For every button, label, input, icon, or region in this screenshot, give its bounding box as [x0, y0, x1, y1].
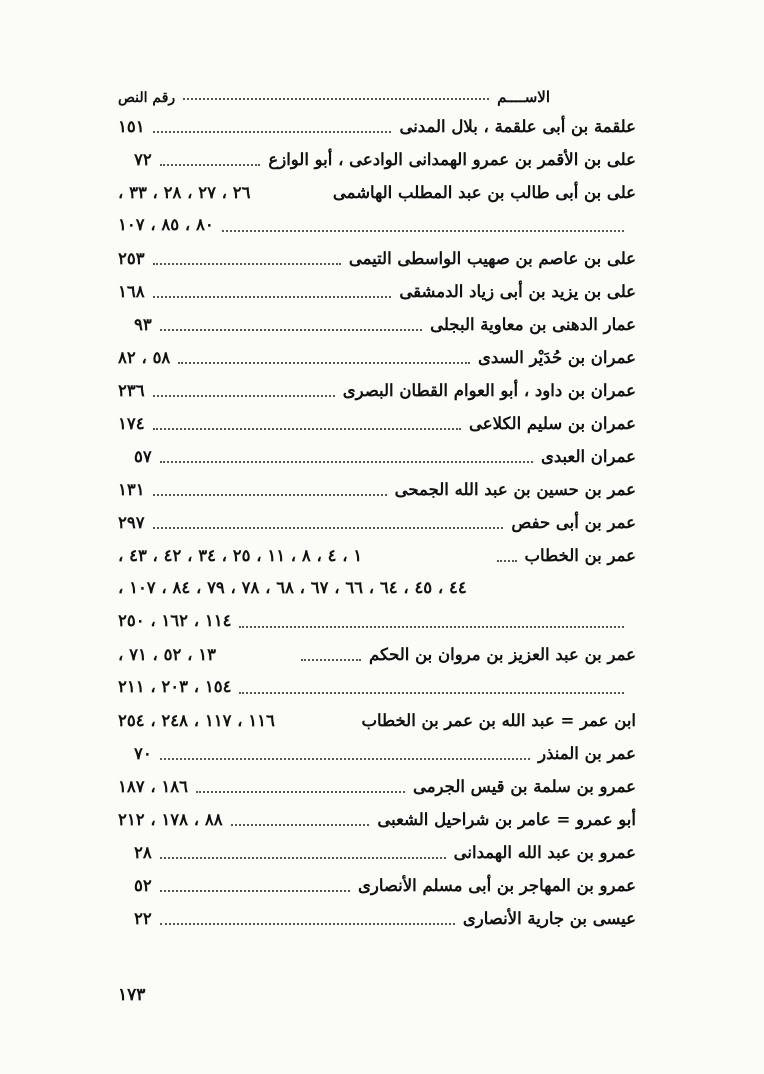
- index-entry: [118, 469, 636, 502]
- index-entry: [118, 502, 636, 535]
- index-entry: [118, 271, 636, 304]
- entry-text-numbers: ٨٠ ، ٨٥ ، ١٠٧: [118, 215, 214, 234]
- leader-dots: [301, 651, 361, 661]
- leader-dots: [160, 849, 446, 859]
- leader-dots: [153, 486, 387, 496]
- index-entry: [118, 799, 636, 832]
- entry-name: عمران العبدى: [540, 446, 636, 466]
- index-entry: [118, 634, 636, 667]
- index-entry: [118, 898, 636, 931]
- entry-text-numbers: ٥٢: [134, 875, 152, 895]
- leader-dots: [239, 618, 624, 628]
- entry-text-numbers: ٧٠: [134, 743, 152, 763]
- entry-text-numbers: ٩٣: [134, 314, 152, 334]
- entry-text-numbers: ٥٧: [134, 446, 152, 466]
- leader-dots: [160, 321, 422, 331]
- index-entry: [118, 832, 636, 865]
- entry-name: عمرو بن عبد الله الهمدانى: [453, 842, 636, 862]
- leader-dots: [153, 123, 392, 133]
- entry-text-numbers: ١٣١: [118, 479, 145, 499]
- leader-dots: [239, 684, 624, 694]
- entry-continuation: [118, 601, 636, 634]
- entry-text-numbers: ٢٢: [134, 908, 152, 928]
- entry-text-numbers: ٧٢: [134, 149, 152, 169]
- index-entry: [118, 436, 636, 469]
- entry-name: عمار الدهنى بن معاوية البجلى: [430, 314, 636, 334]
- entry-continuation: [118, 568, 636, 601]
- entry-name: عمران بن داود ، أبو العوام القطان البصرى: [342, 380, 636, 400]
- leader-dots: [196, 783, 405, 793]
- entry-continuation: [118, 205, 636, 238]
- entry-name: على بن الأقمر بن عمرو الهمدانى الوادعى ، أبو الوازع: [268, 149, 636, 169]
- leader-dots: [160, 750, 530, 760]
- leader-dots: [222, 222, 624, 232]
- entry-name: عمران بن سليم الكلاعى: [469, 413, 636, 433]
- leader-dots: [160, 453, 533, 463]
- entry-text-numbers: ١٥٤ ، ٢٠٣ ، ٢١١: [118, 677, 232, 696]
- entry-text-numbers: ١ ، ٤ ، ٨ ، ١١ ، ٢٥ ، ٣٤ ، ٤٢ ، ٤٣ ،: [118, 545, 363, 565]
- entry-text-numbers: ١٦٨: [118, 281, 145, 301]
- leader-dots: [497, 552, 517, 562]
- index-entry: [118, 106, 636, 139]
- index-entry: [118, 766, 636, 799]
- entry-name: على بن أبى طالب بن عبد المطلب الهاشمى: [332, 182, 636, 202]
- leader-dots: [231, 816, 370, 826]
- entry-name: عمر بن عبد العزيز بن مروان بن الحكم: [369, 644, 636, 664]
- entry-name: أبو عمرو = عامر بن شراحيل الشعبى: [377, 809, 636, 829]
- leader-dots: [153, 420, 461, 430]
- entry-text-numbers: ٢٩٧: [118, 512, 145, 532]
- index-entry: [118, 172, 636, 205]
- entry-name: علقمة بن أبى علقمة ، بلال المدنى: [399, 116, 636, 136]
- leader-dots: [153, 255, 341, 265]
- leader-dots: [153, 288, 392, 298]
- entry-name: عمرو بن سلمة بن قيس الجرمى: [412, 776, 636, 796]
- index-page: [118, 78, 636, 931]
- name-column-heading: الاســــم: [497, 88, 550, 106]
- entry-text-numbers: ٨٨ ، ١٧٨ ، ٢١٢: [118, 809, 223, 829]
- entry-text-numbers: ٤٤ ، ٤٥ ، ٦٤ ، ٦٦ ، ٦٧ ، ٦٨ ، ٧٨ ، ٧٩ ، ٨٤ ، ١٠٧ ،: [118, 578, 467, 597]
- index-entry: [118, 535, 636, 568]
- entry-text-numbers: ١٧٤: [118, 413, 145, 433]
- entry-name: عيسى بن جارية الأنصارى: [462, 908, 636, 928]
- index-entry: [118, 865, 636, 898]
- leader-dots: [160, 882, 350, 892]
- leader-dots: [160, 915, 455, 925]
- entry-name: عمر بن الخطاب: [524, 545, 636, 565]
- entry-name: على بن عاصم بن صهيب الواسطى التيمى: [348, 248, 636, 268]
- index-entry: [118, 139, 636, 172]
- index-entry: [118, 370, 636, 403]
- leader-dots: [178, 354, 470, 364]
- index-entry: [118, 700, 636, 733]
- entry-text-numbers: ٥٨ ، ٨٢: [118, 347, 171, 367]
- entry-continuation: [118, 667, 636, 700]
- index-entry: [118, 403, 636, 436]
- entry-name: عمر بن حسين بن عبد الله الجمحى: [394, 479, 636, 499]
- entry-name: عمر بن المنذر: [538, 743, 636, 763]
- entry-text-numbers: ١٣ ، ٥٢ ، ٧١ ،: [118, 644, 216, 664]
- page-number: ١٧٣: [118, 985, 146, 1005]
- index-entry: [118, 337, 636, 370]
- number-column-heading: رقم النص: [118, 90, 176, 106]
- index-entry: [118, 733, 636, 766]
- leader-dots: [153, 519, 504, 529]
- entry-name: عمرو بن المهاجر بن أبى مسلم الأنصارى: [357, 875, 636, 895]
- entry-text-numbers: ٢٦ ، ٢٧ ، ٢٨ ، ٣٣ ،: [118, 182, 251, 202]
- entry-text-numbers: ١١٦ ، ١١٧ ، ٢٤٨ ، ٢٥٤: [118, 710, 275, 730]
- entry-name: على بن يزيد بن أبى زياد الدمشقى: [399, 281, 636, 301]
- leader-dots: [160, 156, 261, 166]
- leader-dots: [153, 387, 335, 397]
- leader-dots: [183, 90, 489, 100]
- entry-text-numbers: ١٥١: [118, 116, 145, 136]
- entry-text-numbers: ٢٣٦: [118, 380, 145, 400]
- index-entry: [118, 304, 636, 337]
- index-header: [118, 78, 636, 106]
- entry-text-numbers: ٢٨: [134, 842, 152, 862]
- entry-text-numbers: ٢٥٣: [118, 248, 145, 268]
- index-entry: [118, 238, 636, 271]
- entry-text-numbers: ١١٤ ، ١٦٢ ، ٢٥٠: [118, 611, 232, 630]
- entry-text-numbers: ١٨٦ ، ١٨٧: [118, 776, 189, 796]
- entry-name: ابن عمر = عبد الله بن عمر بن الخطاب: [361, 710, 636, 730]
- entry-name: عمران بن حُدَيْر السدى: [477, 347, 636, 367]
- entry-name: عمر بن أبى حفص: [511, 512, 636, 532]
